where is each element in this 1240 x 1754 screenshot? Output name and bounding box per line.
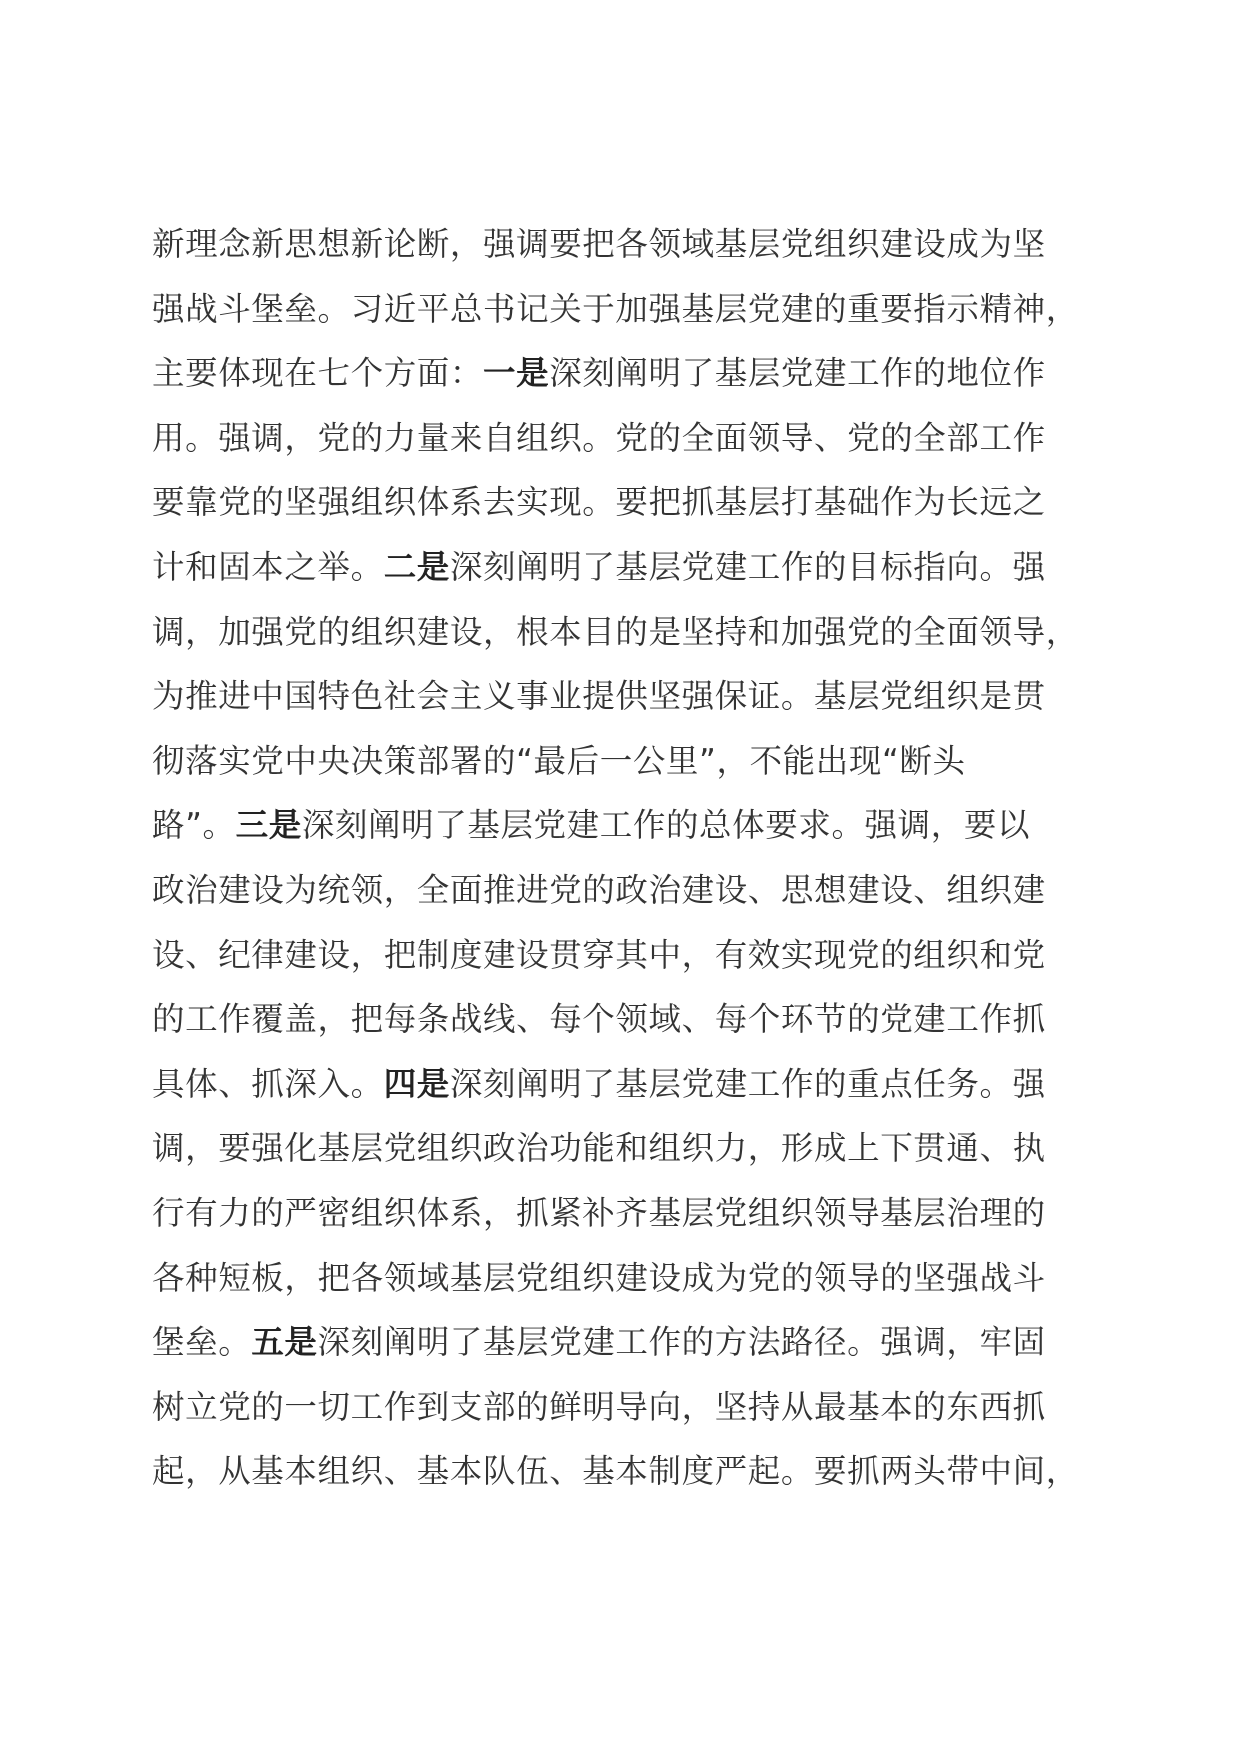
text-line bbox=[152, 923, 1112, 988]
text-segment: 新理念新思想新论断，强调要把各领域基层党组织建设成为坚 bbox=[152, 225, 1046, 263]
text-segment: 起，从基本组织、基本队伍、基本制度严起。要抓两头带中间， bbox=[152, 1452, 1079, 1491]
text-line bbox=[152, 987, 1112, 1052]
bold-ordinal-label: 四是 bbox=[383, 1064, 450, 1103]
text-segment: 政治建设为统领，全面推进党的政治建设、思想建设、组织建 bbox=[152, 870, 1046, 909]
text-line bbox=[152, 1375, 1112, 1440]
text-segment: 设、纪律建设，把制度建设贯穿其中，有效实现党的组织和党 bbox=[152, 935, 1046, 974]
text-segment: 的工作覆盖，把每条战线、每个领域、每个环节的党建工作抓 bbox=[152, 1000, 1046, 1039]
bold-ordinal-label: 二是 bbox=[383, 547, 450, 586]
text-line bbox=[152, 535, 1112, 600]
text-segment: 计和固本之举。 bbox=[152, 547, 384, 586]
text-line bbox=[152, 212, 1112, 277]
bold-ordinal-label: 一是 bbox=[483, 354, 550, 393]
text-segment: 各种短板，把各领域基层党组织建设成为党的领导的坚强战斗 bbox=[152, 1258, 1046, 1297]
text-segment: 用。强调，党的力量来自组织。党的全面领导、党的全部工作 bbox=[152, 418, 1046, 457]
text-line bbox=[152, 600, 1112, 665]
text-line bbox=[152, 277, 1112, 342]
text-line bbox=[152, 1310, 1112, 1375]
text-line bbox=[152, 406, 1112, 471]
text-line bbox=[152, 1116, 1112, 1181]
text-line bbox=[152, 1246, 1112, 1311]
text-line bbox=[152, 1181, 1112, 1246]
text-segment: 树立党的一切工作到支部的鲜明导向，坚持从最基本的东西抓 bbox=[152, 1387, 1046, 1426]
text-line bbox=[152, 793, 1112, 858]
text-segment: 要靠党的坚强组织体系去实现。要把抓基层打基础作为长远之 bbox=[152, 483, 1046, 522]
text-segment: 堡垒。 bbox=[152, 1323, 252, 1362]
text-segment: 深刻阐明了基层党建工作的目标指向。强 bbox=[449, 547, 1046, 586]
text-segment: 调，加强党的组织建设，根本目的是坚持和加强党的全面领导， bbox=[152, 612, 1079, 651]
text-line bbox=[152, 1052, 1112, 1117]
text-segment: 强战斗堡垒。习近平总书记关于加强基层党建的重要指示精神， bbox=[152, 289, 1079, 328]
text-line bbox=[152, 341, 1112, 406]
text-line bbox=[152, 664, 1112, 729]
text-line bbox=[152, 1439, 1112, 1504]
text-segment: 具体、抓深入。 bbox=[152, 1064, 384, 1103]
text-segment: 深刻阐明了基层党建工作的总体要求。强调，要以 bbox=[301, 806, 1031, 845]
text-segment: 路”。 bbox=[152, 806, 236, 845]
text-segment: 调，要强化基层党组织政治功能和组织力，形成上下贯通、执 bbox=[152, 1129, 1046, 1168]
bold-ordinal-label: 三是 bbox=[235, 806, 302, 845]
text-segment: 彻落实党中央决策部署的“最后一公里”，不能出现“断头 bbox=[152, 741, 966, 780]
text-line bbox=[152, 470, 1112, 535]
text-line bbox=[152, 729, 1112, 794]
text-segment: 深刻阐明了基层党建工作的地位作 bbox=[549, 354, 1046, 393]
text-segment: 主要体现在七个方面： bbox=[152, 354, 484, 393]
text-segment: 深刻阐明了基层党建工作的重点任务。强 bbox=[449, 1064, 1046, 1103]
text-segment: 为推进中国特色社会主义事业提供坚强保证。基层党组织是贯 bbox=[152, 677, 1046, 716]
bold-ordinal-label: 五是 bbox=[251, 1323, 318, 1362]
body-paragraph bbox=[152, 212, 1112, 1504]
text-line bbox=[152, 858, 1112, 923]
text-segment: 行有力的严密组织体系，抓紧补齐基层党组织领导基层治理的 bbox=[152, 1193, 1046, 1232]
text-segment: 深刻阐明了基层党建工作的方法路径。强调，牢固 bbox=[317, 1323, 1046, 1362]
